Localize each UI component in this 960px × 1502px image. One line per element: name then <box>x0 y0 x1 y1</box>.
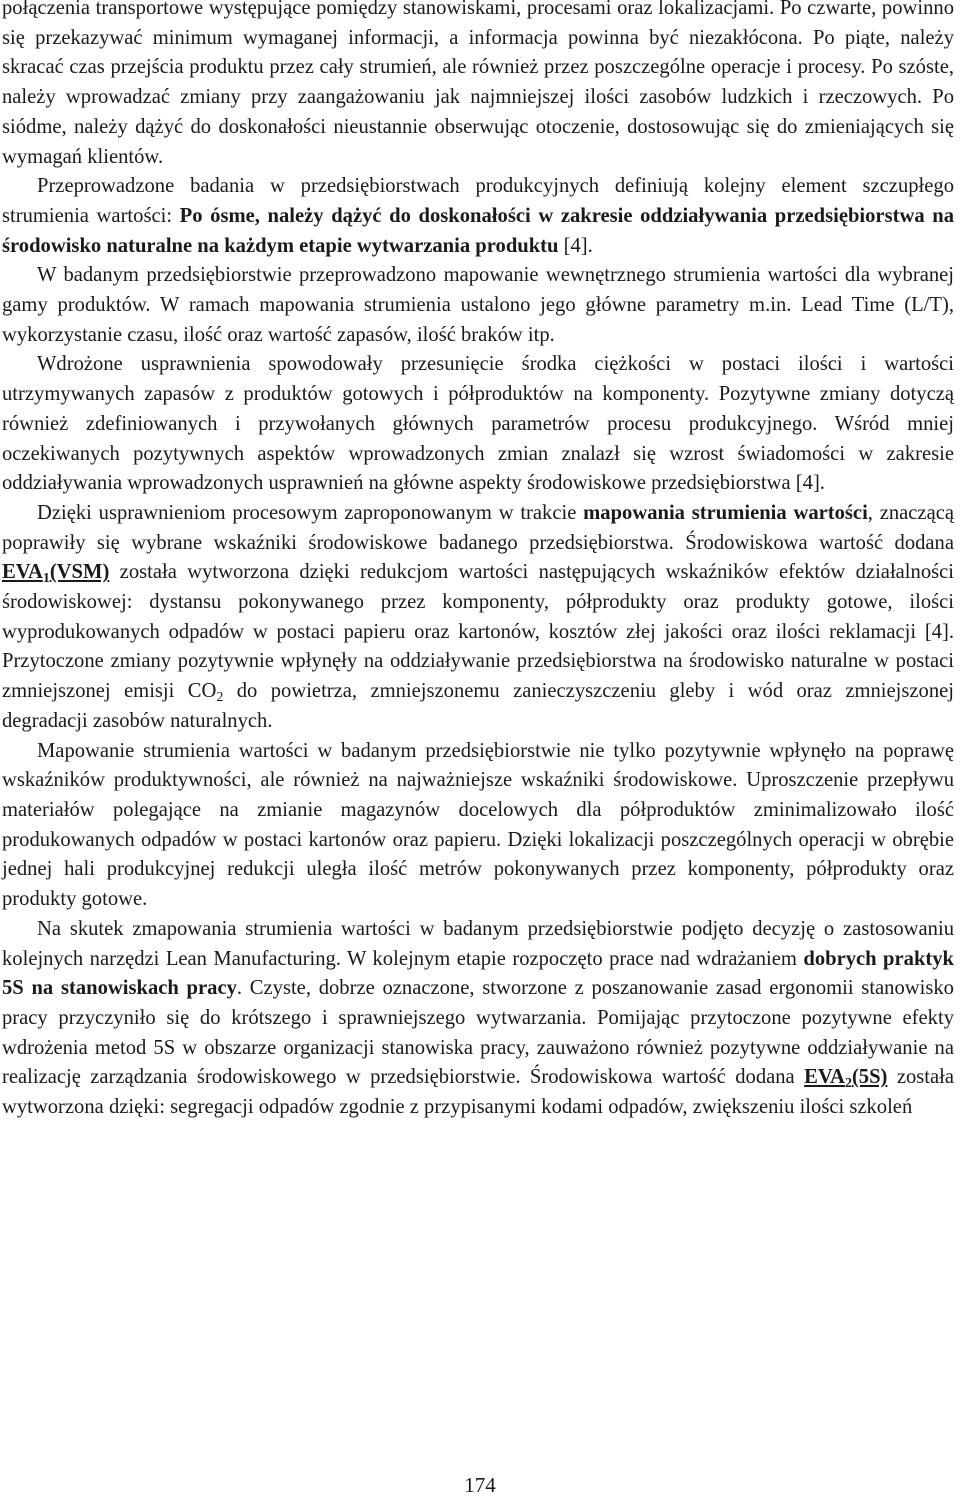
paragraph-eva-vsm <box>2 499 954 737</box>
eva2-5s-term <box>804 1066 888 1092</box>
body-text <box>2 0 954 1123</box>
eva-label: EVA <box>2 561 43 584</box>
text-span: Dzięki usprawnieniom procesowym zaproponowanym w trakcie <box>37 501 584 524</box>
paragraph-eighth-principle <box>2 172 954 261</box>
eva-suffix: (VSM) <box>49 561 110 584</box>
text-span: , znaczącą poprawiły się wybrane wskaźniki środowiskowe badanego przedsiębiorstwa. Środowiskowa wartość dodana <box>2 501 954 554</box>
text-span: została wytworzona dzięki redukcjom wartości następujących wskaźników efektów działalności środowiskowej: dystansu pokonywanego przez komponenty, półprodukty oraz produkty gotowe, ilości wyprodukowanych odpadów w postaci papieru oraz kartonów, kosztów złej jakości oraz ilości reklamacji [4]. Przytoczone zmiany pozytywnie wpłynęły na oddziaływanie przedsiębiorstwa na środowisko naturalne w postaci zmniejszonej emisji CO <box>2 561 954 703</box>
text-span: W badanym przedsiębiorstwie przeprowadzono mapowanie wewnętrznego strumienia wartości dla wybranej gamy produktów. W ramach mapowania strumienia ustalono jego główne parametry m.in. Lead Time (L/T), wykorzystanie czasu, ilość oraz wartość zapasów, ilość braków itp. <box>2 264 954 346</box>
eva-suffix: (5S) <box>851 1066 888 1089</box>
bold-emphasis: mapowania strumienia wartości <box>583 501 868 524</box>
text-span: Wdrożone usprawnienia spowodowały przesunięcie środka ciężkości w postaci ilości i wartości utrzymywanych zapasów z produktów gotowych i półproduktów na komponenty. Pozytywne zmiany dotyczą również zdefiniowanych i przywołanych głównych parametrów procesu produkcyjnego. Wśród mniej oczekiwanych pozytywnych aspektów wprowadzonych zmian znalazł się wzrost świadomości w zakresie oddziaływania wprowadzonych usprawnień na główne aspekty środowiskowe przedsiębiorstwa [4]. <box>2 353 954 495</box>
subscript: 1 <box>42 571 50 587</box>
text-span: . Czyste, dobrze oznaczone, stworzone z poszanowanie zasad ergonomii stanowisko pracy przyczyniło się do krótszego i sprawniejszego wytwarzania. Pomijając przytoczone pozytywne efekty wdrożenia metod 5S w obszarze organizacji stanowiska pracy, zauważono również pozytywne oddziaływanie na realizację zarządzania środowiskowego w przedsiębiorstwie. Środowiskowa wartość dodana <box>2 977 954 1089</box>
eva1-vsm-term <box>2 561 110 587</box>
subscript: 2 <box>844 1076 852 1092</box>
text-span: połączenia transportowe występujące pomiędzy stanowiskami, procesami oraz lokalizacjami. Po czwarte, powinno się przekazywać minimum wymaganej informacji, a informacja powinna być niezakłócona. Po piąte, należy skracać czas przejścia produktu przez cały strumień, ale również przez poszczególne operacje i procesy. Po szóste, należy wprowadzać zmiany przy zaangażowaniu jak najmniejszej ilości zasobów ludzkich i rzeczowych. Po siódme, należy dążyć do doskonałości nieustannie obserwując otoczenie, dostosowując się do zmieniających się wymagań klientów. <box>2 0 954 168</box>
underlined-term <box>804 1066 888 1092</box>
paragraph-value-stream-mapping <box>2 261 954 350</box>
text-span: Na skutek zmapowania strumienia wartości w badanym przedsiębiorstwie podjęto decyzję o zastosowaniu kolejnych narzędzi Lean Manufacturing. W kolejnym etapie rozpoczęto prace nad wdrażaniem <box>2 917 954 970</box>
text-span: Mapowanie strumienia wartości w badanym przedsiębiorstwie nie tylko pozytywnie wpłynęło na poprawę wskaźników produktywności, ale również na najważniejsze wskaźniki środowiskowe. Uproszczenie przepływu materiałów polegające na zmianie magazynów docelowych dla półproduktów zminimalizowało ilość produkowanych odpadów w postaci kartonów oraz papieru. Dzięki lokalizacji poszczególnych operacji w obrębie jednej hali produkcyjnej redukcji uległa ilość metrów pokonywanych przez komponenty, półprodukty oraz produkty gotowe. <box>2 739 954 911</box>
text-span: Przeprowadzone badania w przedsiębiorstwach produkcyjnych definiują kolejny element szczupłego strumienia wartości: <box>2 175 954 227</box>
page-number: 174 <box>464 1473 496 1497</box>
paragraph-lean-principles-continued <box>2 0 954 172</box>
paragraph-mapping-results <box>2 737 954 915</box>
text-span: została wytworzona dzięki: segregacji odpadów zgodnie z przypisanymi kodami odpadów, zwiększeniu ilości szkoleń <box>2 1066 954 1119</box>
bold-emphasis: dobrych praktyk 5S na stanowiskach pracy <box>2 947 955 1000</box>
underlined-term <box>2 561 110 587</box>
paragraph-5s <box>2 915 954 1123</box>
paragraph-improvements <box>2 350 954 499</box>
bold-emphasis: Po ósme, należy dążyć do doskonałości w zakresie oddziaływania przedsiębiorstwa na środowisko naturalne na każdym etapie wytwarzania produktu <box>2 204 954 257</box>
citation-text: [4]. <box>558 234 593 257</box>
eva-label: EVA <box>804 1066 845 1089</box>
text-span: do powietrza, zmniejszonemu zanieczyszczeniu gleby i wód oraz zmniejszonej degradacji zasobów naturalnych. <box>2 680 954 732</box>
subscript: 2 <box>216 690 224 706</box>
